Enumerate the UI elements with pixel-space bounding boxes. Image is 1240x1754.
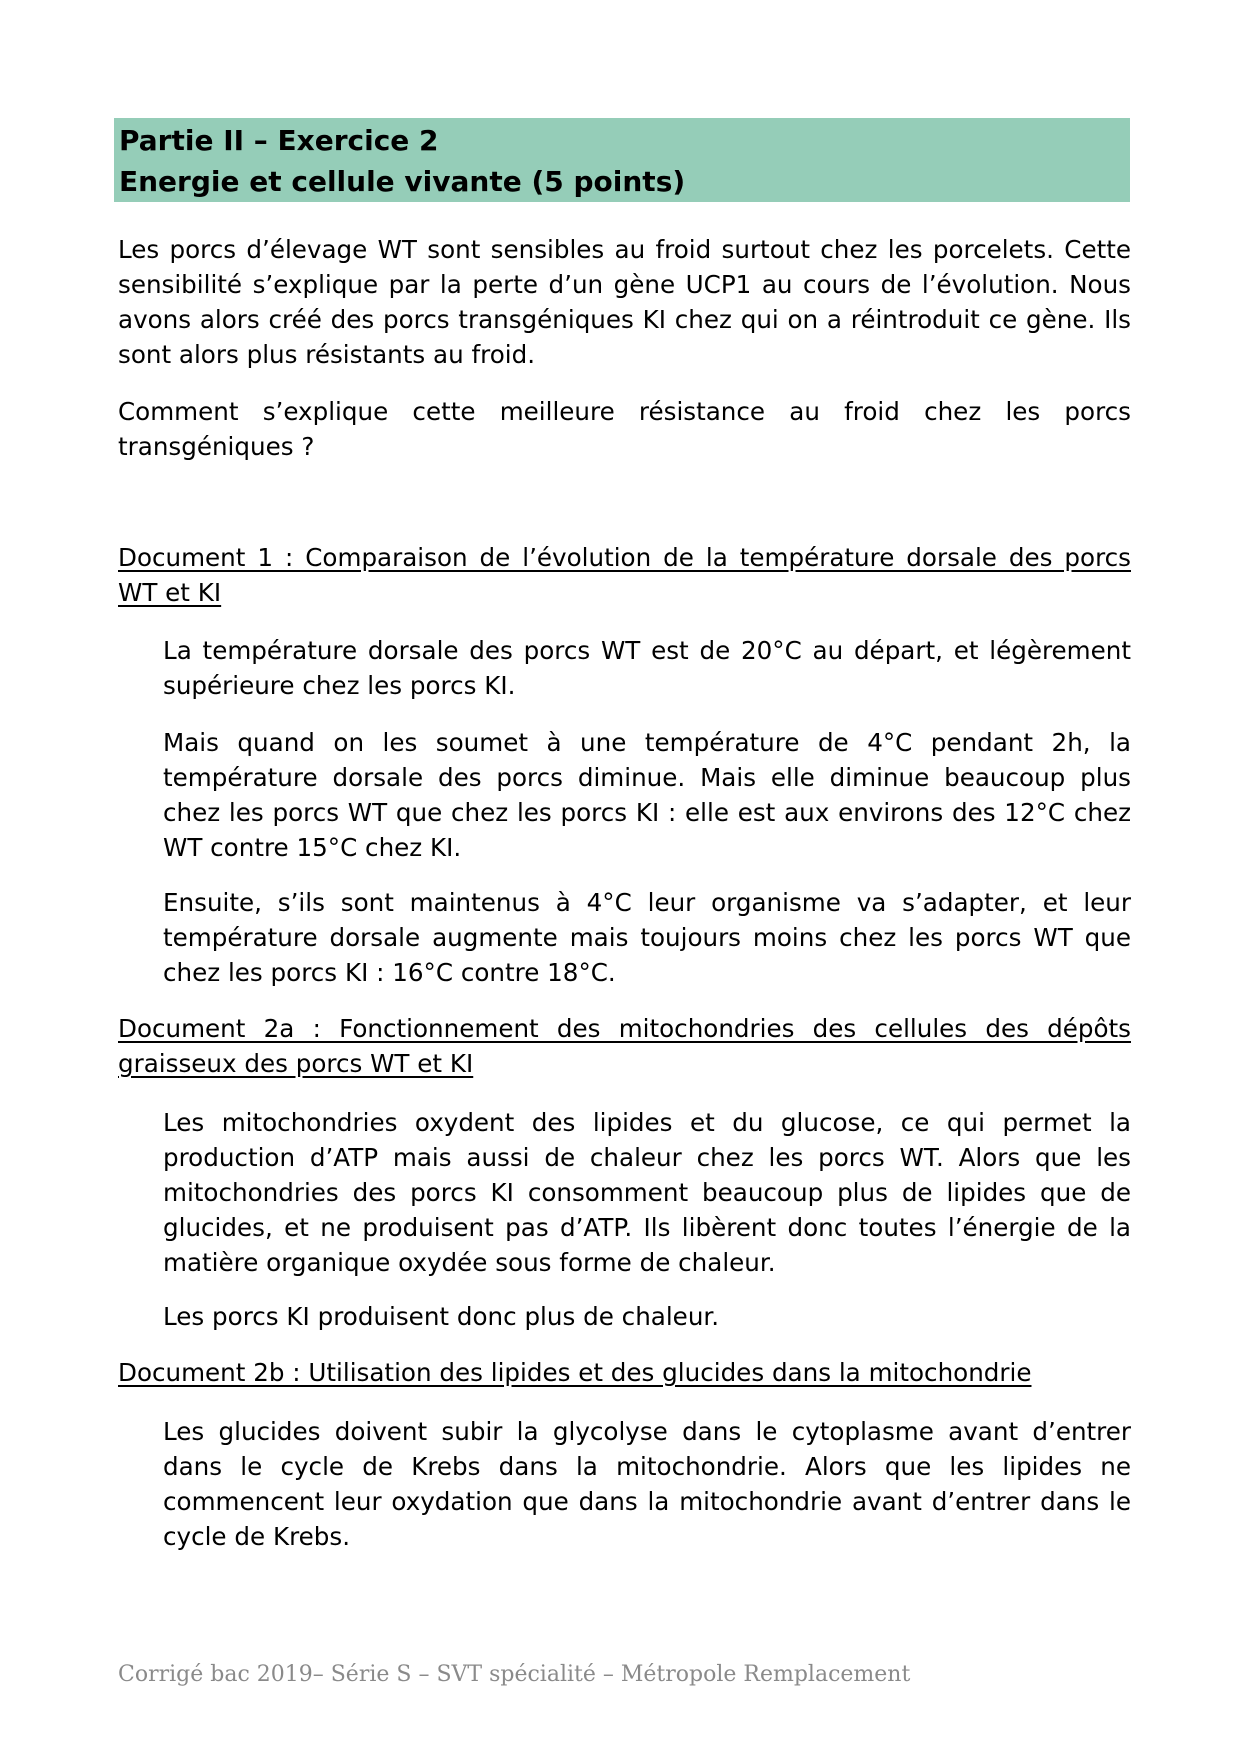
document-2a-title: Document 2a : Fonctionnement des mitochondries des cellules des dépôts graisseux des porcs WT et KI <box>118 1014 1131 1078</box>
exercise-subject-title: Energie et cellule vivante (5 points) <box>119 165 686 198</box>
problem-question: Comment s’explique cette meilleure résistance au froid chez les porcs transgéniques ? <box>118 397 1131 461</box>
document-2b-paragraph: Les glucides doivent subir la glycolyse dans le cytoplasme avant d’entrer dans le cycle de Krebs dans la mitochondrie. Alors que les lipides ne commencent leur oxydation que dans la mitochondrie avant d’entrer dans le cycle de Krebs. <box>163 1417 1131 1551</box>
document-1-title: Document 1 : Comparaison de l’évolution de la température dorsale des porcs WT et KI <box>118 543 1131 607</box>
document-2a-paragraph: Les mitochondries oxydent des lipides et du glucose, ce qui permet la production d’ATP mais aussi de chaleur chez les porcs WT. Alors que les mitochondries des porcs KI consomment beaucoup plus de lipides que de glucides, et ne produisent pas d’ATP. Ils libèrent donc toutes l’énergie de la matière organique oxydée sous forme de chaleur. <box>163 1108 1131 1277</box>
document-1-paragraph: Mais quand on les soumet à une température de 4°C pendant 2h, la température dorsale des porcs diminue. Mais elle diminue beaucoup plus chez les porcs WT que chez les porcs KI : elle est aux environs des 12°C chez WT contre 15°C chez KI. <box>163 728 1131 862</box>
page-footer: Corrigé bac 2019– Série S – SVT spécialité – Métropole Remplacement <box>118 1662 911 1687</box>
exercise-header <box>114 118 1130 202</box>
document-2b-title: Document 2b : Utilisation des lipides et des glucides dans la mitochondrie <box>118 1358 1032 1387</box>
document-1-paragraph: Ensuite, s’ils sont maintenus à 4°C leur organisme va s’adapter, et leur température dorsale augmente mais toujours moins chez les porcs WT que chez les porcs KI : 16°C contre 18°C. <box>163 888 1131 987</box>
intro-paragraph: Les porcs d’élevage WT sont sensibles au froid surtout chez les porcelets. Cette sensibilité s’explique par la perte d’un gène UCP1 au cours de l’évolution. Nous avons alors créé des porcs transgéniques KI chez qui on a réintroduit ce gène. Ils sont alors plus résistants au froid. <box>118 235 1131 369</box>
document-1-paragraph: La température dorsale des porcs WT est de 20°C au départ, et légèrement supérieure chez les porcs KI. <box>163 636 1131 700</box>
document-2a-paragraph: Les porcs KI produisent donc plus de chaleur. <box>163 1302 720 1331</box>
exercise-part-title: Partie II – Exercice 2 <box>119 124 439 157</box>
